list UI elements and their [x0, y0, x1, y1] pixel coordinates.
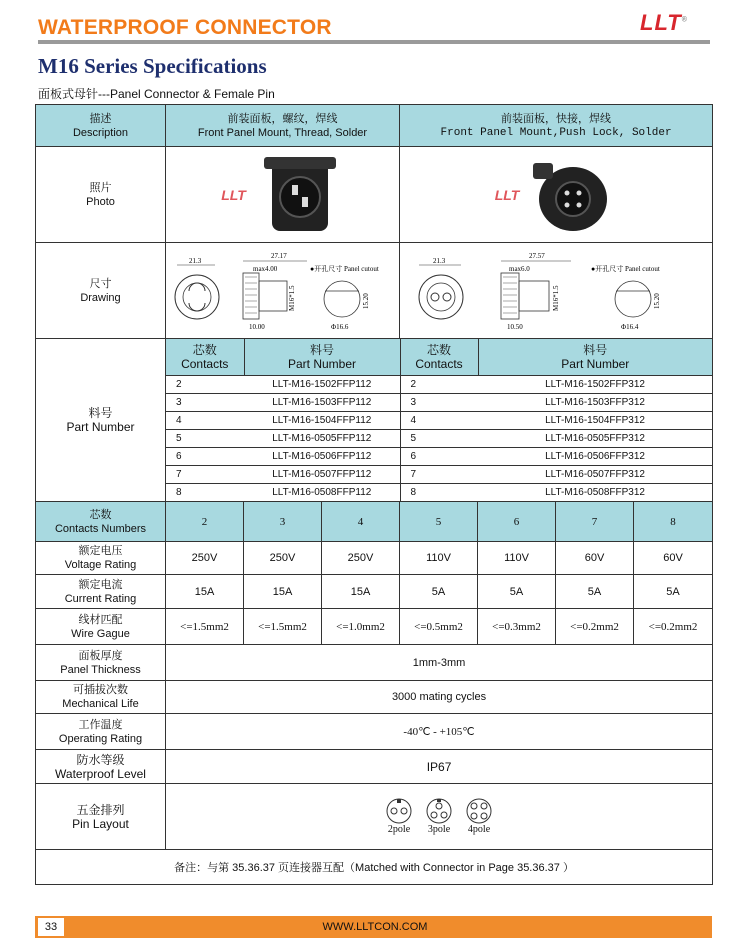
svg-text:21.3: 21.3 [188, 257, 201, 265]
part-number-header: 芯数 Contacts 料号 Part Number 芯数 Contacts 料号 Part Number [166, 339, 712, 376]
description-col1: 前装面板，螺纹，焊线 Front Panel Mount, Thread, Solder [166, 105, 400, 147]
table-row: 8 LLT-M16-0508FFP112 8 LLT-M16-0508FFP312 [166, 484, 712, 502]
svg-text:10.00: 10.00 [248, 323, 265, 331]
pin-4pole: 4pole [466, 798, 492, 835]
table-row: 7 LLT-M16-0507FFP112 7 LLT-M16-0507FFP312 [166, 466, 712, 484]
svg-text:max6.0: max6.0 [509, 265, 530, 273]
photo-cell-1 [166, 147, 400, 243]
contacts-numbers-label: 芯数 Contacts Numbers [36, 502, 166, 542]
technical-drawing-pushlock [401, 243, 711, 335]
spec-table [35, 104, 713, 885]
photo-watermark: LLT [494, 186, 520, 203]
table-row: 6 LLT-M16-0506FFP112 6 LLT-M16-0506FFP312 [166, 448, 712, 466]
pin-layout-cell [166, 784, 713, 850]
photo-row [36, 147, 713, 243]
technical-drawing-thread [167, 243, 399, 335]
table-row: 4 LLT-M16-1504FFP112 4 LLT-M16-1504FFP312 [166, 412, 712, 430]
svg-text:27.57: 27.57 [529, 252, 545, 260]
note-row [36, 850, 713, 885]
panel-thickness-row: 面板厚度 Panel Thickness 1mm-3mm [36, 645, 713, 681]
page-number: 33 [38, 918, 64, 936]
registered-mark: ® [681, 16, 688, 24]
mechanical-life-label: 可插拔次数 Mechanical Life [36, 681, 166, 714]
waterproof-row: 防水等级 Waterproof Level IP67 [36, 750, 713, 784]
voltage-row: 额定电压 Voltage Rating 250V 250V 250V 110V 110V 60V 60V [36, 542, 713, 575]
part-number-table [166, 339, 712, 501]
page-subtitle: 面板式母针---Panel Connector & Female Pin [38, 87, 275, 101]
connector-photo-thread [254, 155, 344, 235]
drawing-row [36, 243, 713, 339]
svg-text:Φ16.6: Φ16.6 [330, 323, 348, 331]
svg-text:●开孔尺寸 Panel cutout: ●开孔尺寸 Panel cutout [591, 265, 660, 273]
part-number-row [36, 339, 713, 502]
logo-text: LLT [640, 10, 682, 35]
temperature-label: 工作温度 Operating Rating [36, 714, 166, 750]
current-label: 额定电流 Current Rating [36, 575, 166, 609]
current-row: 额定电流 Current Rating 15A 15A 15A 5A 5A 5A 5A [36, 575, 713, 609]
wire-label: 线材匹配 Wire Gague [36, 609, 166, 645]
contacts-numbers-row: 芯数 Contacts Numbers 2 3 4 5 6 7 8 [36, 502, 713, 542]
table-row: 2 LLT-M16-1502FFP112 2 LLT-M16-1502FFP312 [166, 376, 712, 394]
compatibility-note: 备注：与第 35.36.37 页连接器互配（Matched with Connector in Page 35.36.37 ） [36, 850, 713, 885]
drawing-cell-2 [400, 243, 713, 339]
pin-2pole: 2pole [386, 798, 412, 835]
page-title: M16 Series Specifications [38, 54, 267, 78]
photo-cell-2 [400, 147, 713, 243]
brand-logo [640, 10, 688, 36]
waterproof-label: 防水等级 Waterproof Level [36, 750, 166, 784]
connector-photo-pushlock [527, 155, 617, 235]
temperature-row: 工作温度 Operating Rating -40℃ - +105℃ [36, 714, 713, 750]
svg-text:10.50: 10.50 [507, 323, 523, 331]
description-row [36, 105, 713, 147]
part-number-label: 料号 Part Number [36, 339, 166, 502]
svg-text:15.20: 15.20 [653, 293, 662, 309]
voltage-label: 额定电压 Voltage Rating [36, 542, 166, 575]
svg-text:27.17: 27.17 [270, 252, 287, 260]
website-link[interactable]: WWW.LLTCON.COM [322, 921, 428, 933]
svg-text:max4.00: max4.00 [252, 265, 277, 273]
svg-text:M16*1.5: M16*1.5 [287, 285, 296, 311]
panel-thickness-label: 面板厚度 Panel Thickness [36, 645, 166, 681]
description-label: 描述 Description [36, 105, 166, 147]
svg-text:21.3: 21.3 [433, 257, 446, 265]
header-rule [38, 40, 710, 44]
table-row: 5 LLT-M16-0505FFP112 5 LLT-M16-0505FFP312 [166, 430, 712, 448]
pin-2pole-icon [386, 798, 412, 824]
mechanical-life-row: 可插拔次数 Mechanical Life 3000 mating cycles [36, 681, 713, 714]
pin-4pole-icon [466, 798, 492, 824]
section-title: WATERPROOF CONNECTOR [38, 16, 332, 39]
pin-3pole-icon [426, 798, 452, 824]
drawing-cell-1 [166, 243, 400, 339]
svg-text:Φ16.4: Φ16.4 [621, 323, 639, 331]
drawing-label: 尺寸 Drawing [36, 243, 166, 339]
svg-text:15.20: 15.20 [361, 293, 370, 309]
pin-layout-label: 五金排列 Pin Layout [36, 784, 166, 850]
table-row: 3 LLT-M16-1503FFP112 3 LLT-M16-1503FFP312 [166, 394, 712, 412]
svg-text:●开孔尺寸 Panel cutout: ●开孔尺寸 Panel cutout [309, 265, 379, 273]
part-number-cell [166, 339, 713, 502]
photo-label: 照片 Photo [36, 147, 166, 243]
pin-3pole: 3pole [426, 798, 452, 835]
description-col2: 前装面板，快接，焊线 Front Panel Mount,Push Lock, Solder [400, 105, 713, 147]
pin-layout-row [36, 784, 713, 850]
wire-row: 线材匹配 Wire Gague <=1.5mm2 <=1.5mm2 <=1.0mm2 <=0.5mm2 <=0.3mm2 <=0.2mm2 <=0.2mm2 [36, 609, 713, 645]
photo-watermark: LLT [221, 186, 246, 203]
svg-text:M16*1.5: M16*1.5 [552, 285, 561, 311]
